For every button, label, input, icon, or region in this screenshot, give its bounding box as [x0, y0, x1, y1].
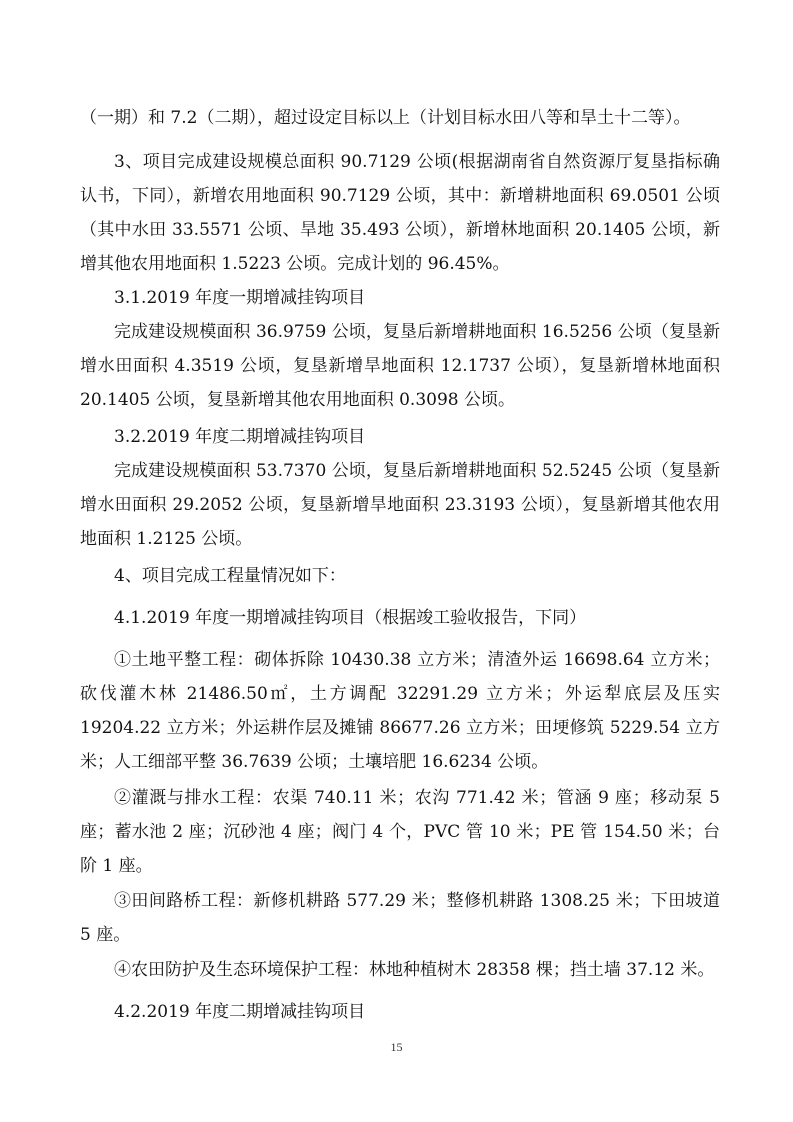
paragraph-irrigation: ②灌溉与排水工程：农渠 740.11 米；农沟 771.42 米；管涵 9 座；移动泵 5 座；蓄水池 2 座；沉砂池 4 座；阀门 4 个，PVC 管 10 米；PE 管 154.50 米；台阶 1 座。: [80, 788, 720, 876]
page-number: 15: [390, 1040, 403, 1054]
heading-3-2: 3.2.2019 年度二期增减挂钩项目: [114, 427, 366, 447]
paragraph-item-3: 3、项目完成建设规模总面积 90.7129 公顷(根据湖南省自然资源厅复垦指标确认书，下同），新增农用地面积 90.7129 公顷，其中：新增耕地面积 69.0501 公顷（其中水田 33.5571 公顷、旱地 35.493 公顷），新增林地面积 20.1405 公顷，新增其他农用地面积 1.5223 公顷。完成计划的 96.45%。: [80, 152, 720, 274]
paragraph-protection: ④农田防护及生态环境保护工程：林地种植树木 28358 棵；挡土墙 37.12 米。: [114, 960, 715, 980]
paragraph-item-4: 4、项目完成工程量情况如下：: [114, 566, 346, 586]
paragraph-land-leveling: ①土地平整工程：砌体拆除 10430.38 立方米；清渣外运 16698.64 立方米；砍伐灌木林 21486.50㎡，土方调配 32291.29 立方米；外运犁底层及压实 19204.22 立方米；外运耕作层及摊铺 86677.26 立方米；田埂修筑 5229.54 立方米；人工细部平整 36.7639 公顷；土壤培肥 16.6234 公顷。: [80, 650, 720, 772]
paragraph-3-2: 完成建设规模面积 53.7370 公顷，复垦后新增耕地面积 52.5245 公顷（复垦新增水田面积 29.2052 公顷，复垦新增旱地面积 23.3193 公顷），复垦新增其他农用地面积 1.2125 公顷。: [80, 461, 720, 549]
heading-3-1: 3.1.2019 年度一期增减挂钩项目: [114, 288, 366, 308]
paragraph-roads: ③田间路桥工程：新修机耕路 577.29 米；整修机耕路 1308.25 米；下田坡道 5 座。: [80, 891, 720, 945]
heading-4-1: 4.1.2019 年度一期增减挂钩项目（根据竣工验收报告，下同）: [114, 608, 587, 628]
paragraph-continuation: （一期）和 7.2（二期），超过设定目标以上（计划目标水田八等和旱土十二等）。: [80, 108, 691, 128]
paragraph-3-1: 完成建设规模面积 36.9759 公顷，复垦后新增耕地面积 16.5256 公顷（复垦新增水田面积 4.3519 公顷，复垦新增旱地面积 12.1737 公顷），复垦新增林地面积 20.1405 公顷，复垦新增其他农用地面积 0.3098 公顷。: [80, 322, 720, 410]
heading-4-2: 4.2.2019 年度二期增减挂钩项目: [114, 1002, 366, 1022]
